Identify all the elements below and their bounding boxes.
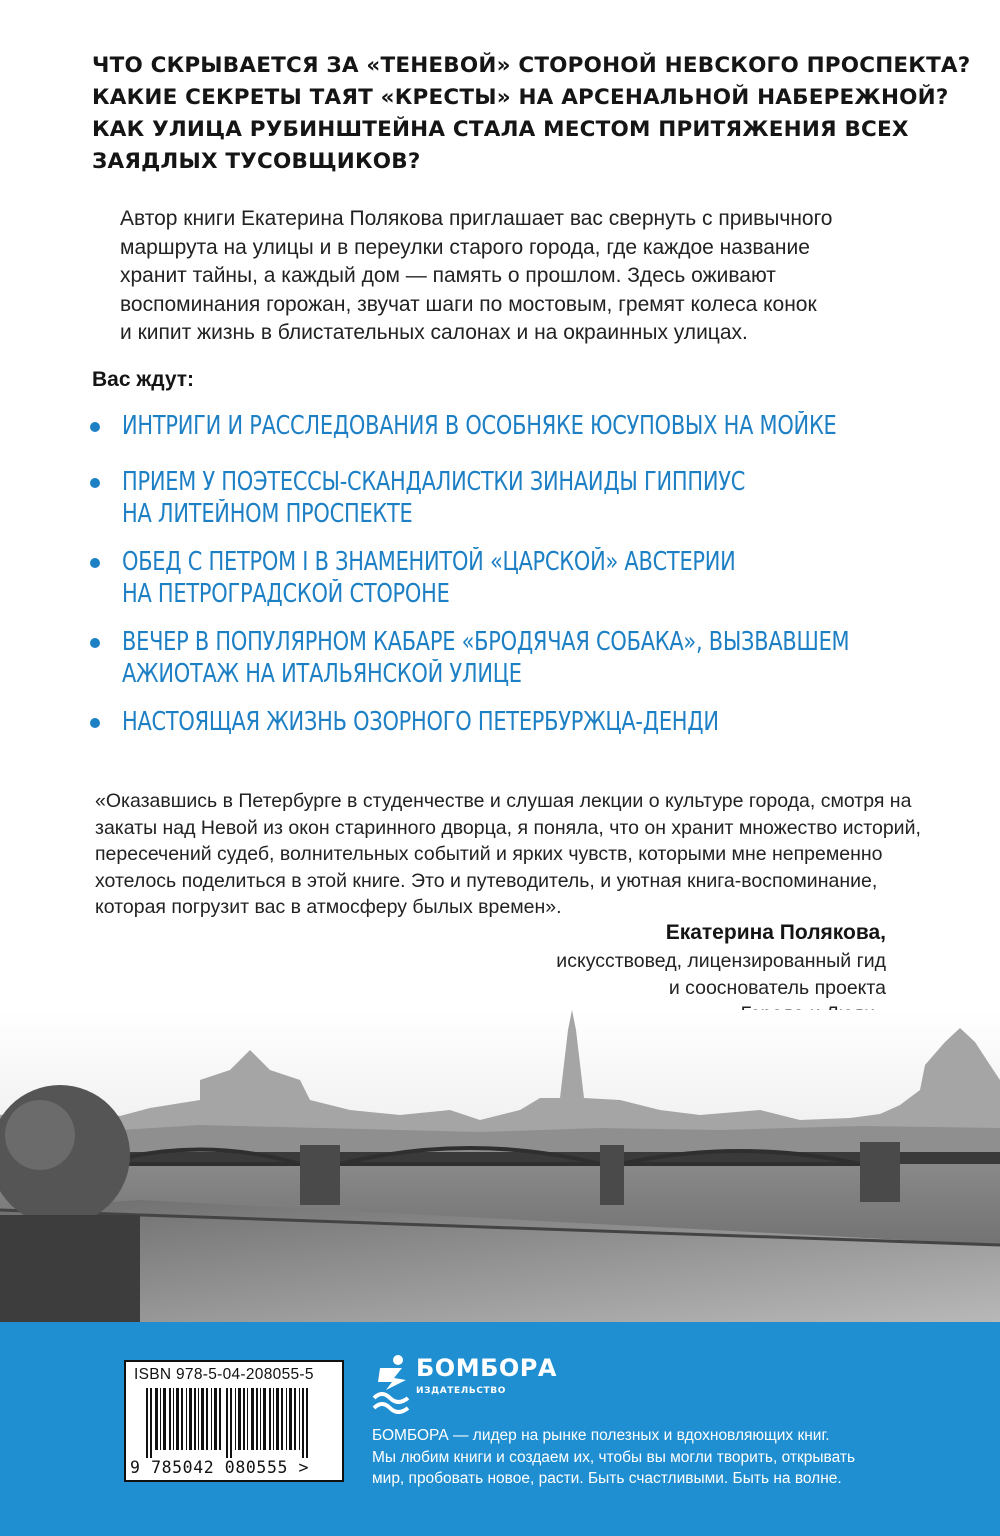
headline-questions xyxy=(92,50,971,178)
author-quote xyxy=(95,788,921,921)
bullet-dot-icon xyxy=(90,558,100,568)
question-line: ЧТО СКРЫВАЕТСЯ ЗА «ТЕНЕВОЙ» СТОРОНОЙ НЕВСКОГО ПРОСПЕКТА? xyxy=(92,53,971,78)
intro-paragraph xyxy=(120,205,910,348)
list-item-text: ИНТРИГИ И РАССЛЕДОВАНИЯ В ОСОБНЯКЕ ЮСУПОВЫХ НА МОЙКЕ xyxy=(122,411,837,441)
publisher-name: БОМБОРА xyxy=(416,1354,557,1382)
quote-line: которая погрузит вас в атмосферу былых времен». xyxy=(95,896,562,918)
list-item-text: НА ЛИТЕЙНОМ ПРОСПЕКТЕ xyxy=(122,499,413,529)
question-line: ЗАЯДЛЫХ ТУСОВЩИКОВ? xyxy=(92,149,421,174)
bullet-dot-icon xyxy=(90,422,100,432)
await-heading: Вас ждут: xyxy=(92,368,195,391)
intro-line: маршрута на улицы и в переулки старого города, где каждое название xyxy=(120,235,810,259)
quote-line: пересечений судеб, волнительных событий и ярких чувств, которыми мне непременно xyxy=(95,843,883,865)
barcode-digits: 9 785042 080555 > xyxy=(130,1458,310,1477)
publisher-subtitle: ИЗДАТЕЛЬСТВО xyxy=(416,1386,506,1396)
intro-line: Автор книги Екатерина Полякова приглашает вас свернуть с привычного xyxy=(120,207,833,230)
list-item xyxy=(88,466,882,530)
list-item-text: ОБЕД С ПЕТРОМ I В ЗНАМЕНИТОЙ «ЦАРСКОЙ» АВСТЕРИИ xyxy=(122,547,736,577)
publisher-logo xyxy=(372,1354,572,1416)
publisher-line: мир, пробовать новое, расти. Быть счастливыми. Быть на волне. xyxy=(372,1470,842,1487)
bombora-wave-icon xyxy=(372,1354,412,1414)
quote-line: хотелось поделиться в этой книге. Это и путеводитель, и уютная книга-воспоминание, xyxy=(95,869,878,892)
list-item xyxy=(88,626,1000,690)
list-item-text: ВЕЧЕР В ПОПУЛЯРНОМ КАБАРЕ «БРОДЯЧАЯ СОБАКА», ВЫЗВАВШЕМ xyxy=(122,627,850,657)
bullet-dot-icon xyxy=(90,638,100,648)
publisher-line: Мы любим книги и создаем их, чтобы вы могли творить, открывать xyxy=(372,1448,856,1466)
author-name: Екатерина Полякова, xyxy=(665,921,886,944)
city-panorama-photo xyxy=(0,1010,1000,1322)
author-title: искусствовед, лицензированный гид xyxy=(556,950,886,972)
list-item-text: НАСТОЯЩАЯ ЖИЗНЬ ОЗОРНОГО ПЕТЕРБУРЖЦА-ДЕНДИ xyxy=(122,707,719,737)
intro-line: и кипит жизнь в блистательных салонах и на окраинных улицах. xyxy=(120,321,748,344)
bullet-dot-icon xyxy=(90,718,100,728)
panorama-illustration xyxy=(0,1010,1000,1322)
list-item xyxy=(88,410,993,442)
isbn-label: ISBN 978-5-04-208055-5 xyxy=(134,1366,314,1383)
publisher-line: БОМБОРА — лидер на рынке полезных и вдохновляющих книг. xyxy=(372,1427,830,1444)
question-line: КАКИЕ СЕКРЕТЫ ТАЯТ «КРЕСТЫ» НА АРСЕНАЛЬНОЙ НАБЕРЕЖНОЙ? xyxy=(92,85,949,110)
bullet-dot-icon xyxy=(90,478,100,488)
list-item-text: НА ПЕТРОГРАДСКОЙ СТОРОНЕ xyxy=(122,579,450,609)
isbn-barcode-box xyxy=(124,1360,344,1482)
list-item-text: АЖИОТАЖ НА ИТАЛЬЯНСКОЙ УЛИЦЕ xyxy=(122,659,522,689)
intro-line: воспоминания горожан, звучат шаги по мостовым, гремят колеса конок xyxy=(120,292,817,316)
list-item-text: ПРИЕМ У ПОЭТЕССЫ-СКАНДАЛИСТКИ ЗИНАИДЫ ГИППИУС xyxy=(122,467,746,497)
list-item xyxy=(88,546,870,610)
publisher-description xyxy=(372,1425,932,1490)
intro-line: хранит тайны, а каждый дом — память о прошлом. Здесь оживают xyxy=(120,264,776,287)
barcode-icon xyxy=(146,1388,326,1458)
author-title: и сооснователь проекта xyxy=(668,976,886,999)
list-item xyxy=(88,706,850,738)
quote-line: закаты над Невой из окон старинного дворца, я поняла, что он хранит множество историй, xyxy=(95,816,921,839)
quote-line: «Оказавшись в Петербурге в студенчестве и слушая лекции о культуре города, смотря на xyxy=(95,790,912,812)
question-line: КАК УЛИЦА РУБИНШТЕЙНА СТАЛА МЕСТОМ ПРИТЯЖЕНИЯ ВСЕХ xyxy=(92,117,909,142)
